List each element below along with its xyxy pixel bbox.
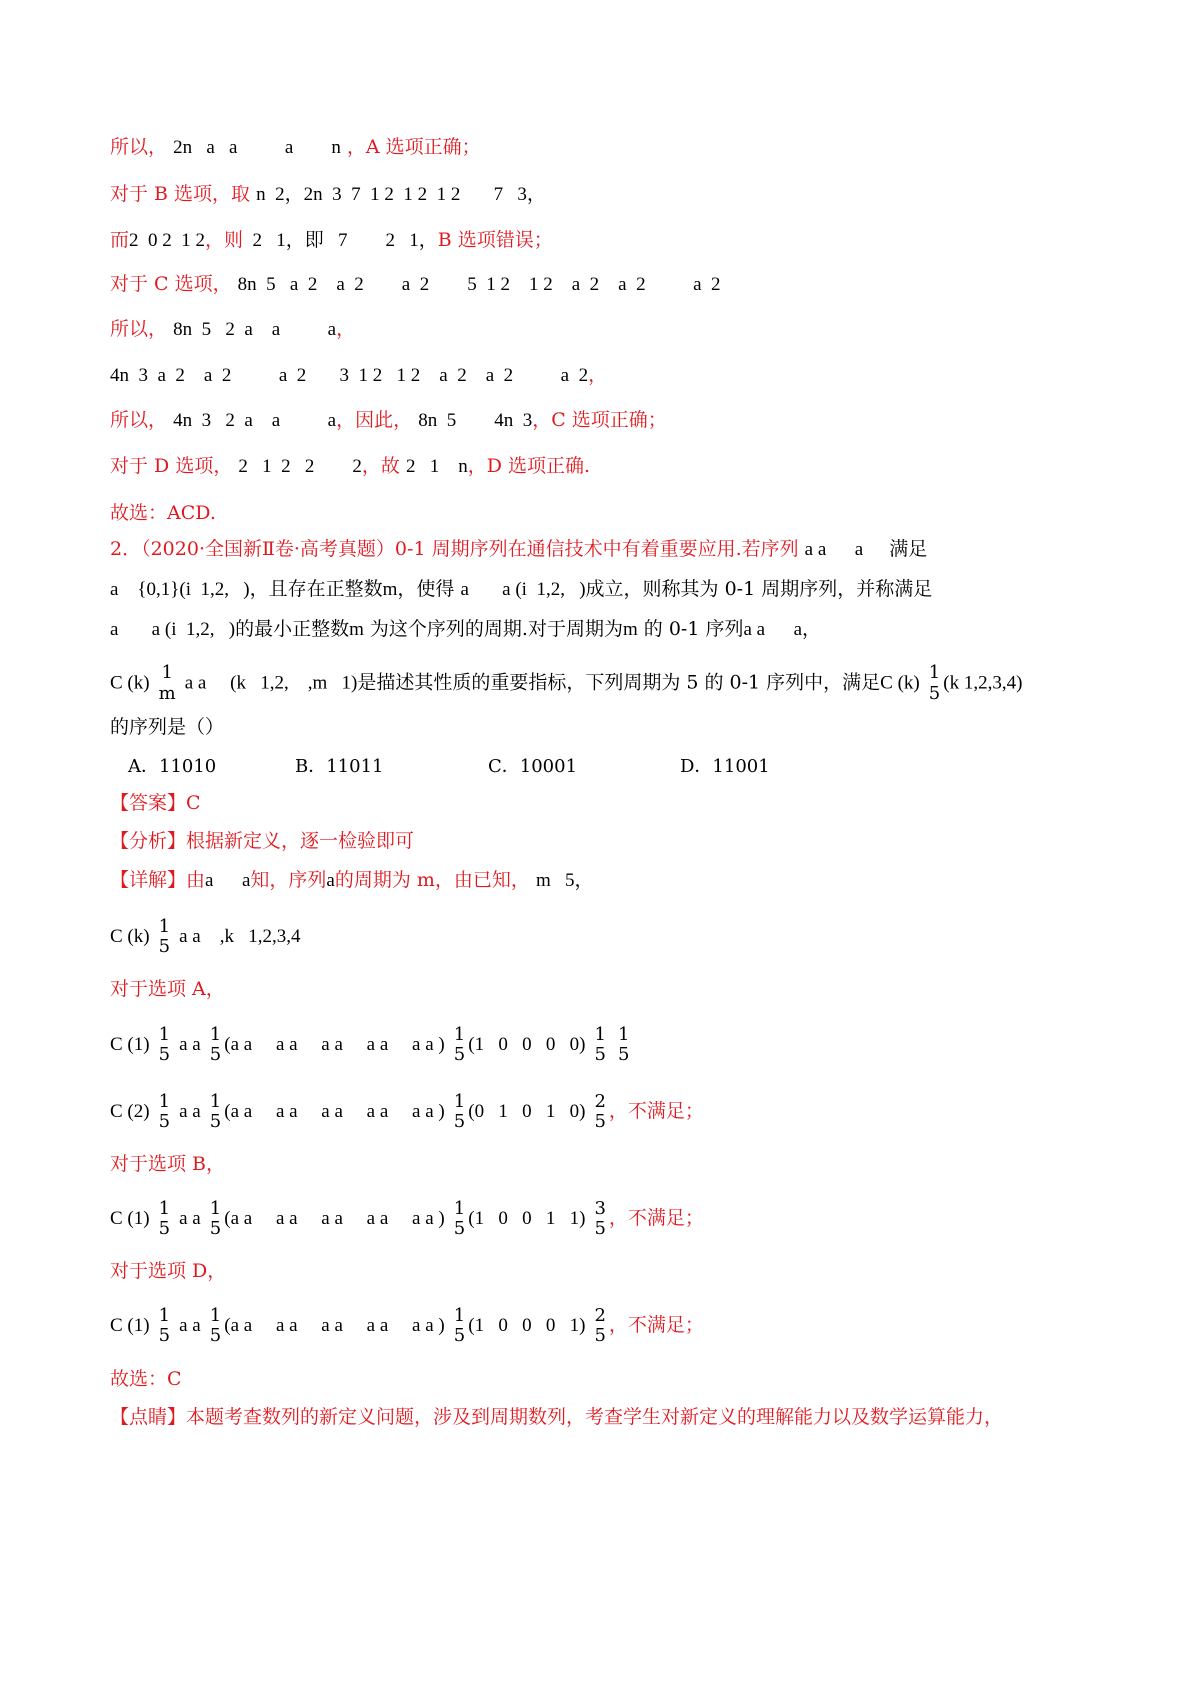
- text: ，: [336, 318, 356, 340]
- fraction: 1 m: [158, 662, 176, 704]
- option-d-title: 对于选项 D，: [110, 1260, 227, 1282]
- math: (1 0 0 1 1): [468, 1208, 586, 1229]
- math: (a a a a a a a a a a ): [224, 1315, 445, 1336]
- math: C (1): [110, 1034, 150, 1055]
- text: 对于 D 选项，: [110, 455, 233, 477]
- math: a a (i 1,2, ): [460, 579, 586, 600]
- fraction: 2 5: [594, 1091, 606, 1132]
- text: ，: [802, 618, 822, 640]
- math: m: [622, 619, 638, 640]
- line-5: [110, 317, 355, 342]
- math: (a a a a a a a a a a ): [224, 1101, 445, 1122]
- text: 而: [110, 229, 130, 251]
- fraction: 1 5: [594, 1024, 606, 1065]
- math: 1 2: [171, 230, 206, 251]
- math: 2 1 n: [405, 456, 468, 477]
- option-a-title: 对于选项 A，: [110, 978, 225, 1000]
- math: 8n 5 4n 3: [418, 410, 533, 431]
- text: 所以，: [110, 318, 168, 340]
- text: 是描述其性质的重要指标，下列周期为 5 的 0-1 序列中，满足: [357, 671, 881, 694]
- line-8: [110, 454, 590, 479]
- text: 的 0-1 序列: [643, 618, 744, 640]
- question-2-line-5: 的序列是（）: [110, 716, 225, 738]
- text: 的最小正整数: [235, 618, 350, 640]
- fraction: 1 5: [209, 1024, 222, 1065]
- text: ，且存在正整数: [249, 578, 383, 600]
- fraction: 1 5: [453, 1024, 466, 1065]
- fraction: 1 5: [209, 1305, 222, 1346]
- text: ，故: [361, 455, 400, 477]
- fraction: 1 5: [209, 1091, 222, 1132]
- fraction: 1 5: [453, 1091, 466, 1132]
- detail-line: [110, 868, 593, 893]
- fraction: 1 5: [453, 1305, 466, 1346]
- math: 4n 3 2 a a a: [173, 410, 337, 431]
- question-2-line-2: [110, 577, 932, 602]
- fraction: 2 5: [594, 1305, 606, 1346]
- question-2-line-3: [110, 617, 821, 642]
- math: 8n 5 a 2 a 2 a 2 5 1 2 1 2 a 2 a 2 a 2: [237, 274, 721, 295]
- ck-formula: [110, 917, 301, 957]
- text: ，D 选项正确.: [467, 455, 591, 477]
- math: m: [382, 579, 398, 600]
- math: m: [349, 619, 364, 640]
- math: C (k): [110, 926, 150, 947]
- math: 8n 5 2 a a a: [173, 319, 337, 340]
- question-2-line-1: [110, 537, 927, 562]
- math: C (2): [110, 1101, 150, 1122]
- math: (1 0 0 0 1): [468, 1315, 586, 1336]
- text: 知，序列: [250, 869, 327, 891]
- text: 成立，则称其为 0-1 周期序列，并称满足: [585, 578, 933, 600]
- math: 2 0 2: [129, 230, 172, 251]
- text: ，使得: [397, 578, 455, 600]
- math: m 5，: [535, 870, 594, 891]
- math: (a a a a a a a a a a ): [224, 1034, 445, 1055]
- text: ，不满足；: [608, 1314, 704, 1336]
- math: (1 0 0 0 0): [468, 1034, 586, 1055]
- option-d-c1: [110, 1306, 704, 1346]
- math: a a: [179, 1315, 201, 1336]
- math: C (1): [110, 1208, 150, 1229]
- math: a a (k 1,2, ,m 1): [184, 672, 358, 694]
- line-1: [110, 135, 481, 160]
- option-b-c1: [110, 1199, 704, 1239]
- text: ，不满足；: [608, 1207, 704, 1229]
- math: a a: [205, 870, 251, 891]
- text: ，C 选项正确；: [532, 409, 667, 431]
- math: 7 3，: [460, 184, 546, 205]
- math: 2 1，即 7 2 1，: [243, 230, 438, 251]
- math: 2n a a a n: [173, 137, 341, 158]
- line-4: [110, 272, 721, 297]
- text: 的周期为 m，由已知，: [334, 869, 530, 891]
- option-a-c1: [110, 1025, 632, 1065]
- text: 所以，: [110, 409, 168, 431]
- line-6: [110, 363, 607, 388]
- text: ，A 选项正确；: [346, 136, 481, 158]
- fraction: 1 5: [617, 1024, 630, 1065]
- line-9: 故选：ACD.: [110, 502, 216, 524]
- text: ，因此，: [336, 409, 413, 431]
- math: C (k): [110, 672, 150, 694]
- text: 对于 B 选项，取: [110, 183, 251, 205]
- option-d[interactable]: D．11001: [680, 756, 770, 777]
- final-answer: 故选：C: [110, 1368, 182, 1390]
- text: 对于 C 选项，: [110, 273, 232, 295]
- math: (k 1,2,3,4): [943, 672, 1023, 694]
- option-c[interactable]: C．10001: [488, 756, 578, 777]
- fraction: 1 5: [928, 662, 941, 704]
- math: a a (i 1,2, ): [110, 619, 236, 640]
- math: n 2，2n 3 7 1 2: [256, 184, 394, 205]
- text: 所以，: [110, 136, 168, 158]
- math: a a: [179, 1101, 201, 1122]
- line-2: [110, 182, 546, 207]
- math: C (1): [110, 1315, 150, 1336]
- fraction: 1 5: [158, 1091, 171, 1132]
- math: a a: [179, 1208, 201, 1229]
- fraction: 1 5: [209, 1198, 222, 1239]
- text: 满足: [889, 538, 928, 560]
- option-a[interactable]: A．11010: [128, 756, 217, 777]
- math: a a a: [743, 619, 803, 640]
- math: (a a a a a a a a a a ): [224, 1208, 445, 1229]
- analysis: 【分析】根据新定义，逐一检验即可: [110, 830, 415, 852]
- math: a {0,1}(i 1,2, ): [110, 579, 250, 600]
- math: 1 2: [427, 184, 461, 205]
- math: 2 1 2 2 2: [238, 456, 362, 477]
- fraction: 3 5: [594, 1198, 606, 1239]
- math: 4n 3 a 2 a 2 a 2 3 1 2 1 2 a 2 a 2 a 2: [110, 365, 589, 386]
- math: 1 2: [393, 184, 428, 205]
- question-2-line-4: [110, 663, 1022, 704]
- fraction: 1 5: [158, 1305, 171, 1346]
- math: a a ,k 1,2,3,4: [179, 926, 301, 947]
- math: (0 1 0 1 0): [468, 1101, 586, 1122]
- text: B 选项错误；: [437, 229, 553, 251]
- text: ，则: [205, 229, 244, 251]
- option-b[interactable]: B．11011: [295, 756, 384, 777]
- math: a a: [179, 1034, 201, 1055]
- text: 【详解】由: [110, 869, 206, 891]
- answer: 【答案】C: [110, 792, 201, 814]
- fraction: 1 5: [158, 1198, 171, 1239]
- line-7: [110, 408, 667, 433]
- question-heading: 2．（2020·全国新Ⅱ卷·高考真题）0-1 周期序列在通信技术中有着重要应用.若序列: [110, 538, 799, 560]
- math: C (k): [880, 672, 920, 694]
- text: ，: [588, 364, 608, 386]
- line-3: [110, 228, 553, 253]
- option-a-c2: [110, 1092, 704, 1132]
- math: a a a: [804, 539, 864, 560]
- math: a: [326, 870, 335, 891]
- fraction: 1 5: [158, 916, 171, 957]
- remark: 【点睛】本题考查数列的新定义问题，涉及到周期数列，考查学生对新定义的理解能力以及数学运算能力，: [110, 1406, 1004, 1428]
- option-b-title: 对于选项 B，: [110, 1153, 226, 1175]
- fraction: 1 5: [453, 1198, 466, 1239]
- text: ，不满足；: [608, 1100, 704, 1122]
- fraction: 1 5: [158, 1024, 171, 1065]
- text: 为这个序列的周期.对于周期为: [369, 618, 623, 640]
